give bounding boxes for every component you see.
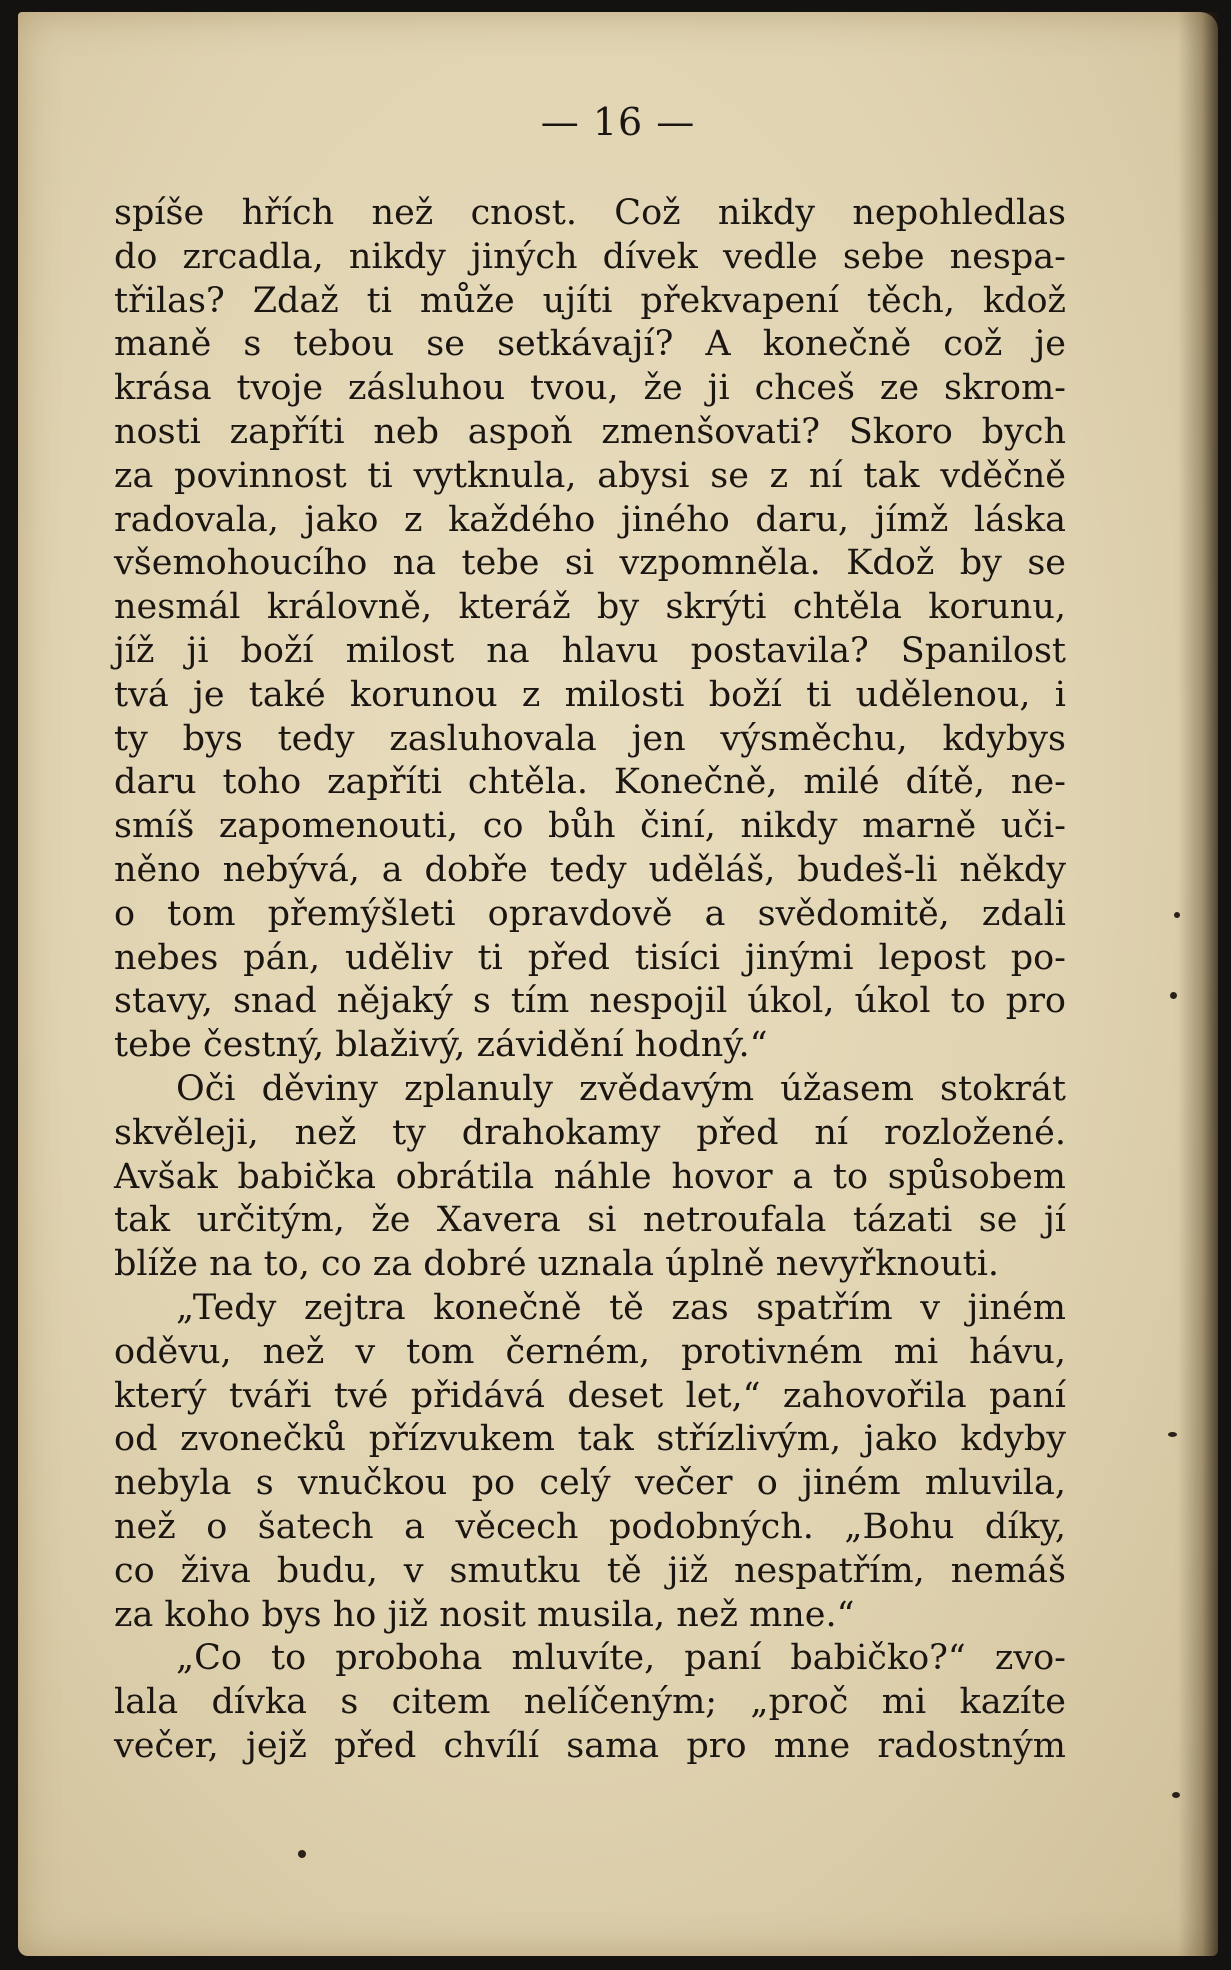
text-line: Oči děviny zplanuly zvědavým úžasem stokrát (176, 1068, 1066, 1109)
text-line: za koho bys ho již nosit musila, než mne.“ (114, 1594, 855, 1635)
text-line: radovala, jako z každého jiného daru, jímž láska (114, 499, 1066, 540)
paragraph-4 (114, 1637, 1066, 1768)
text-line: za povinnost ti vytknula, abysi se z ní tak vděčně (114, 455, 1066, 496)
text-line: maně s tebou se setkávají? A konečně což je (114, 324, 1066, 365)
text-line: lala dívka s citem nelíčeným; „proč mi kazíte (114, 1682, 1066, 1723)
text-line: skvěleji, než ty drahokamy před ní rozložené. (114, 1112, 1066, 1153)
text-line: daru toho zapříti chtěla. Konečně, milé dítě, ne- (114, 762, 1066, 803)
text-line: ty bys tedy zasluhovala jen výsměchu, kdybys (114, 718, 1066, 759)
ink-speck (298, 1850, 306, 1858)
ink-speck (1174, 912, 1180, 918)
text-line: co živa budu, v smutku tě již nespatřím, nemáš (114, 1550, 1066, 1591)
ink-speck (1170, 992, 1177, 999)
text-line: tak určitým, že Xavera si netroufala tázati se jí (114, 1200, 1066, 1241)
text-line: oděvu, než v tom černém, protivném mi hávu, (114, 1331, 1066, 1372)
margin-specks (1164, 92, 1204, 1892)
text-line: než o šatech a věcech podobných. „Bohu díky, (114, 1506, 1066, 1547)
text-line: nebes pán, uděliv ti před tisíci jinými lepost po- (114, 937, 1066, 978)
text-line: něno nebývá, a dobře tedy uděláš, budeš-li někdy (114, 849, 1066, 890)
text-line: jíž ji boží milost na hlavu postavila? Spanilost (114, 630, 1066, 671)
text-line: třilas? Zdaž ti může ujíti překvapení těch, kdož (114, 280, 1066, 321)
text-line: „Tedy zejtra konečně tě zas spatřím v jiném (176, 1287, 1066, 1328)
text-line: stavy, snad nějaký s tím nespojil úkol, úkol to pro (114, 981, 1066, 1022)
text-line: od zvonečků přízvukem tak střízlivým, jako kdyby (114, 1419, 1066, 1460)
text-line: tvá je také korunou z milosti boží ti udělenou, i (114, 674, 1066, 715)
text-line: který tváři tvé přidává deset let,“ zahovořila paní (114, 1375, 1066, 1416)
text-line: všemohoucího na tebe si vzpomněla. Kdož by se (114, 543, 1066, 584)
text-line: o tom přemýšleti opravdově a svědomitě, zdali (114, 893, 1066, 934)
paragraph-2 (114, 1068, 1066, 1287)
text-line: krása tvoje zásluhou tvou, že ji chceš ze skrom- (114, 368, 1066, 409)
paper-leaf (18, 12, 1218, 1956)
text-line: tebe čestný, blaživý, závidění hodný.“ (114, 1025, 768, 1066)
body-text (114, 192, 1066, 1769)
paragraph-1 (114, 192, 1066, 1068)
text-line: Avšak babička obrátila náhle hovor a to spůsobem (114, 1156, 1066, 1197)
ink-speck (1172, 1792, 1180, 1798)
text-line: blíže na to, co za dobré uznala úplně nevyřknouti. (114, 1244, 1000, 1285)
text-line: do zrcadla, nikdy jiných dívek vedle sebe nespa- (114, 236, 1066, 277)
text-line: nesmál královně, kteráž by skrýti chtěla korunu, (114, 587, 1066, 628)
text-line: nebyla s vnučkou po celý večer o jiném mluvila, (114, 1463, 1066, 1504)
text-line: smíš zapomenouti, co bůh činí, nikdy marně uči- (114, 806, 1066, 847)
paragraph-3 (114, 1287, 1066, 1637)
ink-speck (1168, 1432, 1177, 1437)
text-line: „Co to proboha mluvíte, paní babičko?“ zvo- (176, 1638, 1066, 1679)
text-line: nosti zapříti neb aspoň zmenšovati? Skoro bych (114, 411, 1066, 452)
text-line: večer, jejž před chvílí sama pro mne radostným (114, 1725, 1066, 1766)
page-number: — 16 — (540, 100, 696, 144)
text-line: spíše hřích než cnost. Což nikdy nepohledlas (114, 193, 1066, 233)
